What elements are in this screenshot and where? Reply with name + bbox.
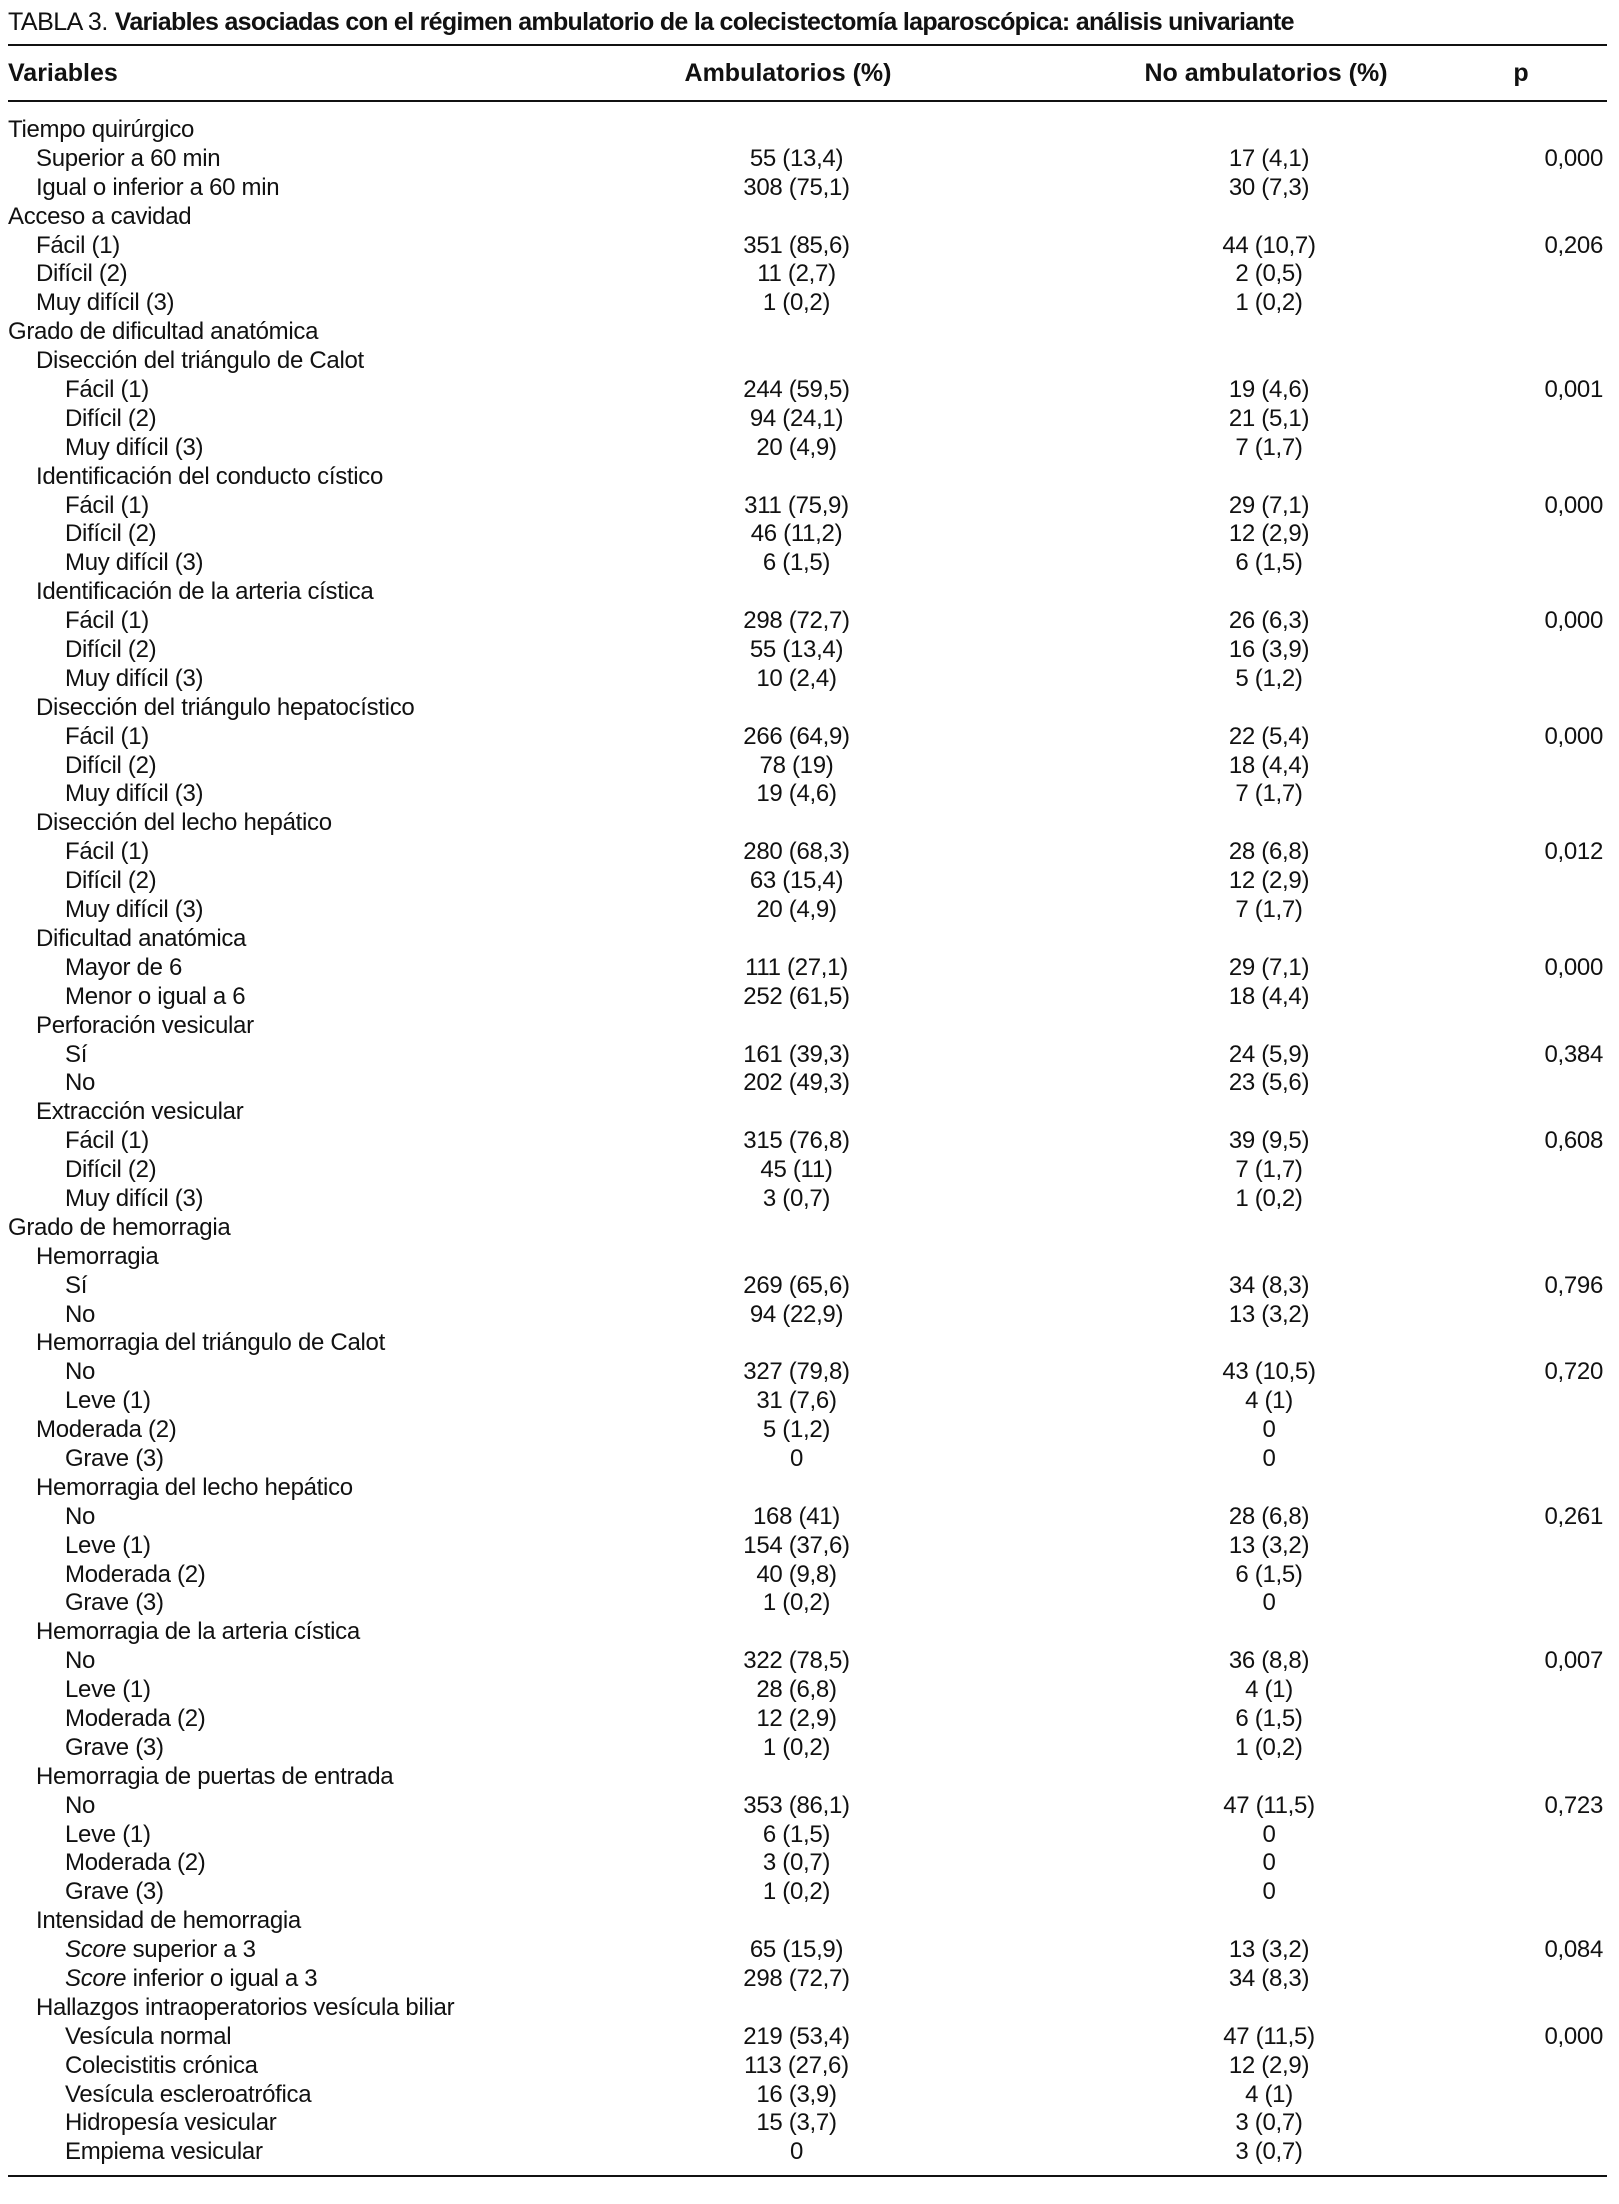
- row-label: No: [65, 1647, 96, 1675]
- table-row: [8, 1012, 1607, 1041]
- cell-ambulatorios: 0: [789, 2138, 804, 2166]
- row-label: Difícil (2): [65, 867, 157, 895]
- cell-no-ambulatorios: 0: [1262, 1444, 1276, 1472]
- table-row: [8, 1965, 1607, 1994]
- cell-no-ambulatorios: 23 (5,6): [1228, 1069, 1310, 1097]
- cell-ambulatorios: 12 (2,9): [756, 1704, 837, 1732]
- table-row: [8, 1329, 1607, 1358]
- row-label: Muy difícil (3): [36, 289, 175, 317]
- table-row: [8, 1503, 1607, 1532]
- table-row: [8, 1878, 1607, 1907]
- table-row: [8, 174, 1607, 203]
- table-row: [8, 1849, 1607, 1878]
- cell-no-ambulatorios: 18 (4,4): [1228, 982, 1310, 1010]
- cell-no-ambulatorios: 24 (5,9): [1228, 1040, 1310, 1068]
- row-label: Difícil (2): [65, 404, 157, 432]
- cell-ambulatorios: 154 (37,6): [743, 1531, 850, 1559]
- cell-no-ambulatorios: 13 (3,2): [1228, 1936, 1310, 1964]
- row-label: Disección del triángulo hepatocístico: [36, 693, 415, 721]
- cell-ambulatorios: 202 (49,3): [743, 1069, 850, 1097]
- cell-ambulatorios: 244 (59,5): [743, 376, 850, 404]
- cell-ambulatorios: 94 (24,1): [749, 404, 844, 432]
- cell-p-value: 0,720: [1544, 1358, 1603, 1386]
- cell-no-ambulatorios: 6 (1,5): [1235, 1560, 1303, 1588]
- cell-no-ambulatorios: 2 (0,5): [1235, 260, 1303, 288]
- table-row: [8, 376, 1607, 405]
- cell-no-ambulatorios: 28 (6,8): [1228, 838, 1310, 866]
- cell-ambulatorios: 78 (19): [759, 751, 834, 779]
- cell-p-value: 0,084: [1544, 1936, 1603, 1964]
- cell-ambulatorios: 10 (2,4): [756, 664, 837, 692]
- cell-ambulatorios: 20 (4,9): [756, 433, 837, 461]
- cell-no-ambulatorios: 13 (3,2): [1228, 1300, 1310, 1328]
- table-row: [8, 1705, 1607, 1734]
- cell-no-ambulatorios: 21 (5,1): [1228, 404, 1310, 432]
- row-label: Vesícula escleroatrófica: [65, 2080, 312, 2108]
- row-label-text: inferior o igual a 3: [132, 1965, 318, 1992]
- cell-no-ambulatorios: 3 (0,7): [1235, 2138, 1303, 2166]
- row-label-italic: Score: [65, 1965, 127, 1992]
- row-label: Moderada (2): [65, 1849, 206, 1877]
- row-label: Difícil (2): [36, 260, 128, 288]
- row-label: No: [65, 1791, 96, 1819]
- row-label: Menor o igual a 6: [65, 982, 246, 1010]
- table-row: [8, 607, 1607, 636]
- cell-ambulatorios: 327 (79,8): [743, 1358, 850, 1386]
- cell-no-ambulatorios: 36 (8,8): [1228, 1647, 1310, 1675]
- cell-no-ambulatorios: 12 (2,9): [1228, 520, 1310, 548]
- table-row: [8, 636, 1607, 665]
- row-label: Fácil (1): [36, 231, 120, 259]
- cell-ambulatorios: 280 (68,3): [743, 838, 850, 866]
- table-row: [8, 780, 1607, 809]
- cell-no-ambulatorios: 6 (1,5): [1235, 549, 1303, 577]
- cell-ambulatorios: 252 (61,5): [743, 982, 850, 1010]
- cell-ambulatorios: 55 (13,4): [749, 144, 844, 172]
- row-label: Disección del triángulo de Calot: [36, 347, 364, 375]
- cell-p-value: 0,206: [1544, 231, 1603, 259]
- table-row: [8, 520, 1607, 549]
- table-row: [8, 1416, 1607, 1445]
- row-label: Grave (3): [65, 1878, 164, 1906]
- table-row: [8, 1445, 1607, 1474]
- table-row: [8, 2023, 1607, 2052]
- table-row: [8, 838, 1607, 867]
- cell-ambulatorios: 31 (7,6): [756, 1387, 837, 1415]
- row-label: [65, 1965, 317, 1994]
- table-row: [8, 1936, 1607, 1965]
- cell-p-value: 0,000: [1544, 491, 1603, 519]
- table-row: [8, 260, 1607, 289]
- cell-ambulatorios: 19 (4,6): [756, 780, 837, 808]
- row-label: Fácil (1): [65, 491, 149, 519]
- cell-ambulatorios: 1 (0,2): [762, 1733, 831, 1761]
- row-label: Moderada (2): [36, 1416, 177, 1444]
- cell-no-ambulatorios: 7 (1,7): [1235, 780, 1303, 808]
- table-row: [8, 434, 1607, 463]
- cell-ambulatorios: 94 (22,9): [749, 1300, 844, 1328]
- row-label: Empiema vesicular: [65, 2138, 263, 2166]
- cell-ambulatorios: 1 (0,2): [762, 1878, 831, 1906]
- cell-no-ambulatorios: 0: [1262, 1820, 1276, 1848]
- table-row: [8, 809, 1607, 838]
- row-label: Hidropesía vesicular: [65, 2109, 277, 2137]
- row-label: Hemorragia del lecho hepático: [36, 1473, 353, 1501]
- table-title: Variables asociadas con el régimen ambulatorio de la colecistectomía laparoscópica: análisis univariante: [114, 8, 1294, 36]
- cell-p-value: 0,000: [1544, 2022, 1603, 2050]
- cell-no-ambulatorios: 6 (1,5): [1235, 1704, 1303, 1732]
- table-caption: [8, 6, 1607, 40]
- table-row: [8, 1532, 1607, 1561]
- cell-ambulatorios: 20 (4,9): [756, 896, 837, 924]
- cell-ambulatorios: 11 (2,7): [757, 260, 836, 288]
- row-label: Perforación vesicular: [36, 1011, 254, 1039]
- cell-no-ambulatorios: 30 (7,3): [1228, 173, 1310, 201]
- row-label: Leve (1): [65, 1676, 151, 1704]
- cell-ambulatorios: 65 (15,9): [749, 1936, 844, 1964]
- table-row: [8, 1792, 1607, 1821]
- row-label: Leve (1): [65, 1820, 151, 1848]
- table-header: [8, 46, 1607, 102]
- row-label: Muy difícil (3): [65, 1184, 204, 1212]
- row-label: Vesícula normal: [65, 2022, 232, 2050]
- cell-p-value: 0,007: [1544, 1647, 1603, 1675]
- cell-p-value: 0,001: [1544, 376, 1603, 404]
- row-label: Intensidad de hemorragia: [36, 1907, 301, 1935]
- row-label: Fácil (1): [65, 1127, 149, 1155]
- table-row: [8, 665, 1607, 694]
- cell-ambulatorios: 40 (9,8): [756, 1560, 837, 1588]
- table-row: [8, 983, 1607, 1012]
- table-row: [8, 289, 1607, 318]
- cell-no-ambulatorios: 4 (1): [1245, 2080, 1293, 2108]
- cell-ambulatorios: 315 (76,8): [743, 1127, 850, 1155]
- row-label: Grave (3): [65, 1589, 164, 1617]
- cell-ambulatorios: 298 (72,7): [743, 1965, 850, 1992]
- cell-no-ambulatorios: 16 (3,9): [1228, 636, 1310, 664]
- row-label: No: [65, 1358, 96, 1386]
- row-label: Hemorragia: [36, 1242, 159, 1270]
- row-label: Sí: [65, 1271, 88, 1299]
- cell-no-ambulatorios: 0: [1262, 1589, 1276, 1617]
- table-row: [8, 1098, 1607, 1127]
- cell-ambulatorios: 298 (72,7): [743, 607, 850, 635]
- table-row: [8, 347, 1607, 376]
- table-row: [8, 1561, 1607, 1590]
- row-label: Difícil (2): [65, 520, 157, 548]
- table-row: [8, 1156, 1607, 1185]
- cell-no-ambulatorios: 13 (3,2): [1228, 1531, 1310, 1559]
- cell-p-value: 0,000: [1544, 607, 1603, 635]
- cell-no-ambulatorios: 0: [1262, 1878, 1276, 1906]
- row-label: Hemorragia de puertas de entrada: [36, 1762, 394, 1790]
- cell-no-ambulatorios: 19 (4,6): [1228, 376, 1310, 404]
- cell-p-value: 0,012: [1544, 838, 1603, 866]
- row-label: Difícil (2): [65, 636, 157, 664]
- row-label: Hemorragia del triángulo de Calot: [36, 1329, 385, 1357]
- cell-no-ambulatorios: 47 (11,5): [1223, 2022, 1315, 2050]
- cell-ambulatorios: 308 (75,1): [743, 173, 850, 201]
- cell-ambulatorios: 1 (0,2): [762, 1589, 831, 1617]
- cell-ambulatorios: 1 (0,2): [762, 289, 831, 317]
- row-label: Grado de dificultad anatómica: [8, 318, 319, 346]
- row-label: Muy difícil (3): [65, 433, 204, 461]
- cell-ambulatorios: 111 (27,1): [745, 953, 848, 981]
- table-row: [8, 2081, 1607, 2110]
- cell-ambulatorios: 311 (75,9): [744, 491, 849, 519]
- row-label-text: superior a 3: [132, 1936, 256, 1964]
- cell-ambulatorios: 3 (0,7): [762, 1849, 831, 1877]
- table-row: [8, 1214, 1607, 1243]
- cell-no-ambulatorios: 1 (0,2): [1235, 1184, 1303, 1212]
- table-row: [8, 1185, 1607, 1214]
- table-row: [8, 1907, 1607, 1936]
- table-row: [8, 1069, 1607, 1098]
- table-row: [8, 723, 1607, 752]
- cell-no-ambulatorios: 7 (1,7): [1235, 433, 1303, 461]
- table-row: [8, 954, 1607, 983]
- cell-no-ambulatorios: 44 (10,7): [1222, 231, 1316, 259]
- row-label: Identificación de la arteria cística: [36, 578, 374, 606]
- cell-ambulatorios: 16 (3,9): [756, 2080, 837, 2108]
- cell-ambulatorios: 0: [789, 1444, 804, 1472]
- row-label: Leve (1): [65, 1387, 151, 1415]
- cell-ambulatorios: 6 (1,5): [762, 549, 831, 577]
- table-row: [8, 1994, 1607, 2023]
- row-label: Leve (1): [65, 1531, 151, 1559]
- table-row: [8, 492, 1607, 521]
- cell-no-ambulatorios: 3 (0,7): [1235, 2109, 1303, 2137]
- header-variables: Variables: [8, 58, 118, 87]
- table-row: [8, 1387, 1607, 1416]
- cell-ambulatorios: 55 (13,4): [749, 636, 844, 664]
- row-label: Dificultad anatómica: [36, 924, 247, 952]
- table-row: [8, 116, 1607, 145]
- cell-ambulatorios: 168 (41): [753, 1502, 840, 1530]
- table-row: [8, 1127, 1607, 1156]
- cell-ambulatorios: 63 (15,4): [749, 867, 844, 895]
- table-row: [8, 1301, 1607, 1330]
- cell-no-ambulatorios: 4 (1): [1245, 1387, 1293, 1415]
- cell-no-ambulatorios: 29 (7,1): [1228, 491, 1310, 519]
- table-row: [8, 1589, 1607, 1618]
- row-label: Grave (3): [65, 1733, 164, 1761]
- cell-no-ambulatorios: 43 (10,5): [1222, 1358, 1316, 1386]
- cell-no-ambulatorios: 1 (0,2): [1235, 1733, 1303, 1761]
- table-row: [8, 203, 1607, 232]
- cell-no-ambulatorios: 28 (6,8): [1228, 1502, 1310, 1530]
- row-label: Identificación del conducto cístico: [36, 462, 384, 490]
- cell-ambulatorios: 113 (27,6): [744, 2051, 849, 2079]
- table-row: [8, 925, 1607, 954]
- table-row: [8, 2052, 1607, 2081]
- cell-p-value: 0,000: [1544, 144, 1603, 172]
- cell-ambulatorios: 322 (78,5): [743, 1647, 850, 1675]
- bottom-rule: [8, 2175, 1607, 2177]
- row-label: Muy difícil (3): [65, 664, 204, 692]
- cell-ambulatorios: 266 (64,9): [743, 722, 850, 750]
- cell-p-value: 0,000: [1544, 953, 1603, 981]
- row-label: Difícil (2): [65, 751, 157, 779]
- cell-no-ambulatorios: 4 (1): [1245, 1676, 1293, 1704]
- row-label: Acceso a cavidad: [8, 202, 192, 230]
- cell-no-ambulatorios: 7 (1,7): [1235, 1156, 1303, 1184]
- table-row: [8, 1358, 1607, 1387]
- row-label: Muy difícil (3): [65, 780, 204, 808]
- row-label: Moderada (2): [65, 1704, 206, 1732]
- cell-p-value: 0,000: [1544, 722, 1603, 750]
- cell-ambulatorios: 219 (53,4): [743, 2022, 850, 2050]
- cell-no-ambulatorios: 39 (9,5): [1228, 1127, 1310, 1155]
- cell-no-ambulatorios: 26 (6,3): [1228, 607, 1310, 635]
- row-label: Extracción vesicular: [36, 1098, 244, 1126]
- table-row: [8, 405, 1607, 434]
- cell-no-ambulatorios: 5 (1,2): [1235, 664, 1303, 692]
- cell-no-ambulatorios: 17 (4,1): [1228, 144, 1310, 172]
- table-label: TABLA 3.: [8, 8, 108, 36]
- cell-ambulatorios: 45 (11): [760, 1156, 833, 1184]
- cell-ambulatorios: 269 (65,6): [743, 1271, 850, 1299]
- cell-p-value: 0,608: [1544, 1127, 1603, 1155]
- row-label: Grado de hemorragia: [8, 1213, 231, 1241]
- table-row: [8, 549, 1607, 578]
- cell-p-value: 0,261: [1544, 1502, 1603, 1530]
- table-row: [8, 463, 1607, 492]
- row-label: Moderada (2): [65, 1560, 206, 1588]
- table-row: [8, 694, 1607, 723]
- cell-ambulatorios: 161 (39,3): [743, 1040, 850, 1068]
- table-row: [8, 1618, 1607, 1647]
- row-label: Fácil (1): [65, 722, 149, 750]
- table-row: [8, 1474, 1607, 1503]
- table-row: [8, 1676, 1607, 1705]
- table-row: [8, 1763, 1607, 1792]
- table-row: [8, 578, 1607, 607]
- table-row: [8, 1041, 1607, 1070]
- table-row: [8, 1272, 1607, 1301]
- cell-ambulatorios: 6 (1,5): [762, 1820, 831, 1848]
- row-label: Tiempo quirúrgico: [8, 116, 195, 143]
- row-label: Hallazgos intraoperatorios vesícula biliar: [36, 1993, 455, 2021]
- cell-no-ambulatorios: 47 (11,5): [1223, 1791, 1315, 1819]
- cell-no-ambulatorios: 7 (1,7): [1235, 896, 1303, 924]
- table-row: [8, 867, 1607, 896]
- table-row: [8, 896, 1607, 925]
- row-label-italic: Score: [65, 1936, 127, 1964]
- cell-no-ambulatorios: 0: [1262, 1849, 1276, 1877]
- row-label: Fácil (1): [65, 838, 149, 866]
- row-label: No: [65, 1300, 96, 1328]
- cell-no-ambulatorios: 29 (7,1): [1228, 953, 1310, 981]
- cell-ambulatorios: 5 (1,2): [762, 1416, 831, 1444]
- row-label: Disección del lecho hepático: [36, 809, 332, 837]
- table-row: [8, 1734, 1607, 1763]
- cell-no-ambulatorios: 34 (8,3): [1228, 1965, 1310, 1992]
- row-label: Fácil (1): [65, 376, 149, 404]
- cell-ambulatorios: 351 (85,6): [743, 231, 850, 259]
- row-label: Muy difícil (3): [65, 896, 204, 924]
- row-label: Igual o inferior a 60 min: [36, 173, 280, 201]
- table-row: [8, 752, 1607, 781]
- table-row: [8, 145, 1607, 174]
- row-label: Colecistitis crónica: [65, 2051, 258, 2079]
- cell-no-ambulatorios: 22 (5,4): [1228, 722, 1310, 750]
- row-label: Sí: [65, 1040, 88, 1068]
- row-label: No: [65, 1502, 96, 1530]
- row-label: Fácil (1): [65, 607, 149, 635]
- header-p: p: [1513, 58, 1529, 87]
- cell-p-value: 0,723: [1544, 1791, 1603, 1819]
- row-label: Muy difícil (3): [65, 549, 204, 577]
- table-row: [8, 1647, 1607, 1676]
- row-label: Hemorragia de la arteria cística: [36, 1618, 360, 1646]
- cell-p-value: 0,796: [1544, 1271, 1603, 1299]
- cell-ambulatorios: 353 (86,1): [743, 1791, 850, 1819]
- row-label: Mayor de 6: [65, 953, 183, 981]
- table-body: [8, 102, 1607, 2167]
- cell-ambulatorios: 28 (6,8): [756, 1676, 837, 1704]
- table-row: [8, 2138, 1607, 2167]
- header-ambulatorios: Ambulatorios (%): [684, 58, 892, 87]
- header-no-ambulatorios: No ambulatorios (%): [1144, 58, 1388, 87]
- cell-no-ambulatorios: 0: [1262, 1416, 1276, 1444]
- row-label: No: [65, 1069, 96, 1097]
- row-label: Superior a 60 min: [36, 144, 221, 172]
- table-row: [8, 1243, 1607, 1272]
- table-row: [8, 232, 1607, 261]
- row-label: Grave (3): [65, 1444, 164, 1472]
- cell-no-ambulatorios: 18 (4,4): [1228, 751, 1310, 779]
- cell-ambulatorios: 3 (0,7): [762, 1184, 831, 1212]
- table-row: [8, 2109, 1607, 2138]
- table-row: [8, 1821, 1607, 1850]
- cell-no-ambulatorios: 12 (2,9): [1228, 2051, 1310, 2079]
- row-label: [65, 1936, 256, 1965]
- cell-ambulatorios: 46 (11,2): [750, 520, 843, 548]
- table-figure: [8, 6, 1607, 2177]
- cell-no-ambulatorios: 1 (0,2): [1235, 289, 1303, 317]
- cell-no-ambulatorios: 12 (2,9): [1228, 867, 1310, 895]
- cell-ambulatorios: 15 (3,7): [756, 2109, 837, 2137]
- cell-no-ambulatorios: 34 (8,3): [1228, 1271, 1310, 1299]
- row-label: Difícil (2): [65, 1156, 157, 1184]
- table-row: [8, 318, 1607, 347]
- cell-p-value: 0,384: [1544, 1040, 1603, 1068]
